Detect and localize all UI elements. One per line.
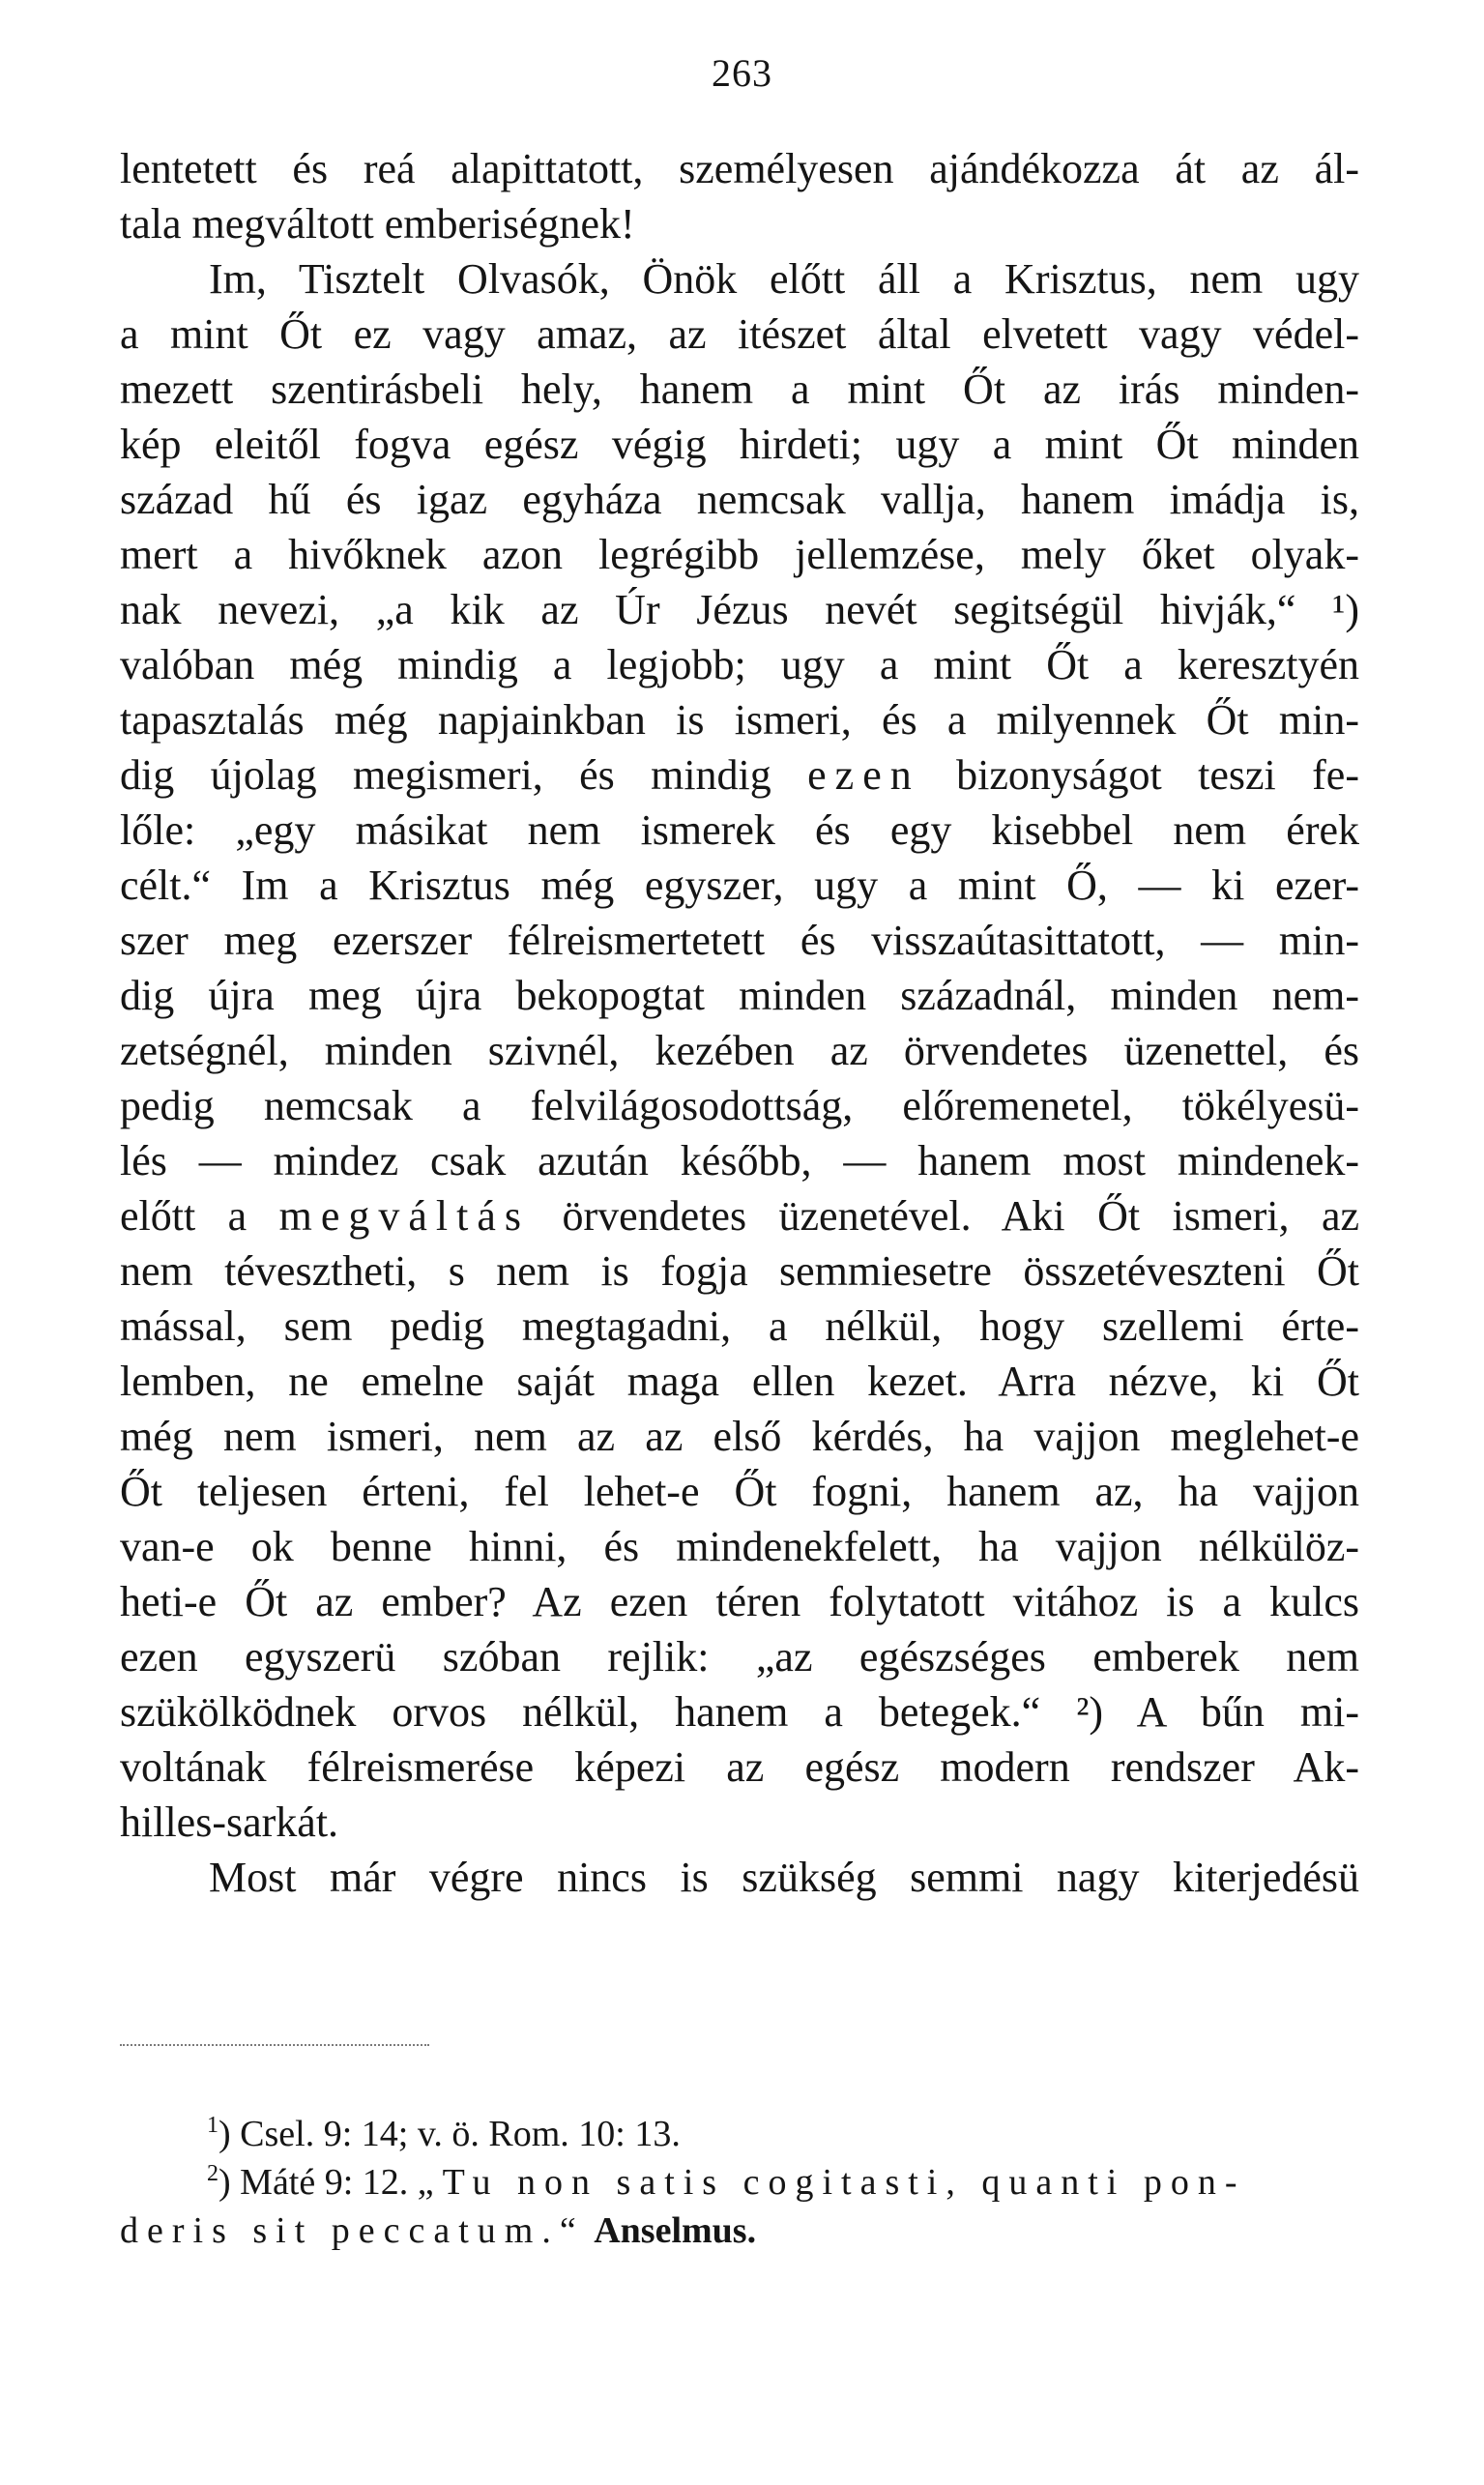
text-line-16: dig újra meg újra bekopogtat minden századnál, minden nem-: [120, 972, 1359, 1019]
text-line-6: kép eleitől fogva egész végig hirdeti; ugy a mint Őt minden: [120, 421, 1359, 468]
text-line-23: lemben, ne emelne saját maga ellen kezet. Arra nézve, ki Őt: [120, 1358, 1359, 1405]
page-number: 263: [712, 51, 772, 95]
footnote-2-latin-start: „Tu non satis cogitasti, quanti pon-: [417, 2162, 1246, 2203]
text-line-24: még nem ismeri, nem az az első kérdés, ha vajjon meglehet-e: [120, 1413, 1359, 1460]
footnote-1-marker: 1: [207, 2113, 218, 2138]
text-line-10: valóban még mindig a legjobb; ugy a mint Őt a keresztyén: [120, 641, 1359, 688]
footnotes: [120, 2110, 1359, 2255]
text-line-14: célt.“ Im a Krisztus még egyszer, ugy a mint Ő, — ki ezer-: [120, 862, 1359, 909]
text-line-20: előtt a megváltás örvendetes üzenetével. Aki Őt ismeri, az: [120, 1192, 1360, 1240]
text-line-27: heti-e Őt az ember? Az ezen téren folytatott vitához is a kulcs: [120, 1578, 1359, 1625]
text-line-32: Most már végre nincs is szükség semmi nagy kiterjedésü: [209, 1854, 1359, 1901]
text-line-29: szükölködnek orvos nélkül, hanem a betegek.“ ²) A bűn mi-: [120, 1688, 1359, 1736]
text-line-13: lőle: „egy másikat nem ismerek és egy kisebbel nem érek: [120, 806, 1359, 854]
text-line-7: század hű és igaz egyháza nemcsak vallja, hanem imádja is,: [120, 476, 1359, 523]
text-line-8: mert a hivőknek azon legrégibb jellemzése, mely őket olyak-: [120, 531, 1359, 578]
text-line-17: zetségnél, minden szivnél, kezében az örvendetes üzenettel, és: [120, 1027, 1359, 1074]
text-line-28: ezen egyszerü szóban rejlik: „az egészséges emberek nem: [120, 1633, 1359, 1681]
text-line-4: a mint Őt ez vagy amaz, az itészet által elvetett vagy védel-: [120, 310, 1359, 358]
footnote-1-text: Csel. 9: 14; v. ö. Rom. 10: 13.: [240, 2114, 681, 2154]
footnote-2-lead: Máté 9: 12.: [240, 2162, 418, 2203]
footnote-2: [120, 2158, 1359, 2207]
footnote-1: [120, 2110, 1359, 2158]
text-line-1: lentetett és reá alapittatott, személyesen ajándékozza át az ál-: [120, 145, 1359, 192]
footnote-2-continued: [120, 2207, 1359, 2255]
footnote-2-paren: ): [218, 2162, 241, 2203]
text-line-18: pedig nemcsak a felvilágosodottság, előremenetel, tökélyesü-: [120, 1082, 1359, 1129]
footnote-separator: [120, 2044, 429, 2046]
text-line-25: Őt teljesen érteni, fel lehet-e Őt fogni, hanem az, ha vajjon: [120, 1468, 1359, 1515]
footnote-1-paren: ): [218, 2114, 241, 2154]
text-line-21: nem tévesztheti, s nem is fogja semmiesetre összetéveszteni Őt: [120, 1247, 1359, 1295]
footnote-2-latin-end: deris sit peccatum.“: [120, 2210, 585, 2251]
footnote-2-author: Anselmus.: [594, 2210, 757, 2251]
text-line-2: tala megváltott emberiségnek!: [120, 200, 635, 248]
body-text: [120, 141, 1359, 1905]
text-line-11: tapasztalás még napjainkban is ismeri, és a milyennek Őt min-: [120, 696, 1359, 744]
spaced-word-ezen: ezen: [807, 751, 920, 799]
footnote-2-marker: 2: [207, 2161, 218, 2186]
text-line-19: lés — mindez csak azután később, — hanem most mindenek-: [120, 1137, 1359, 1184]
text-line-3: Im, Tisztelt Olvasók, Önök előtt áll a Krisztus, nem ugy: [209, 255, 1359, 303]
text-line-22: mással, sem pedig megtagadni, a nélkül, hogy szellemi érte-: [120, 1302, 1359, 1350]
text-line-12: dig újolag megismeri, és mindig ezen bizonyságot teszi fe-: [120, 751, 1359, 799]
text-line-9: nak nevezi, „a kik az Úr Jézus nevét segitségül hivják,“ ¹): [120, 586, 1359, 633]
text-line-5: mezett szentirásbeli hely, hanem a mint Őt az irás minden-: [120, 365, 1359, 413]
text-line-26: van-e ok benne hinni, és mindenekfelett, ha vajjon nélkülöz-: [120, 1523, 1359, 1570]
text-line-31: hilles-sarkát.: [120, 1798, 339, 1846]
spaced-word-megvaltas: megváltás: [278, 1192, 531, 1240]
text-line-30: voltának félreismerése képezi az egész modern rendszer Ak-: [120, 1743, 1359, 1791]
text-line-15: szer meg ezerszer félreismertetett és visszaútasittatott, — min-: [120, 917, 1359, 964]
